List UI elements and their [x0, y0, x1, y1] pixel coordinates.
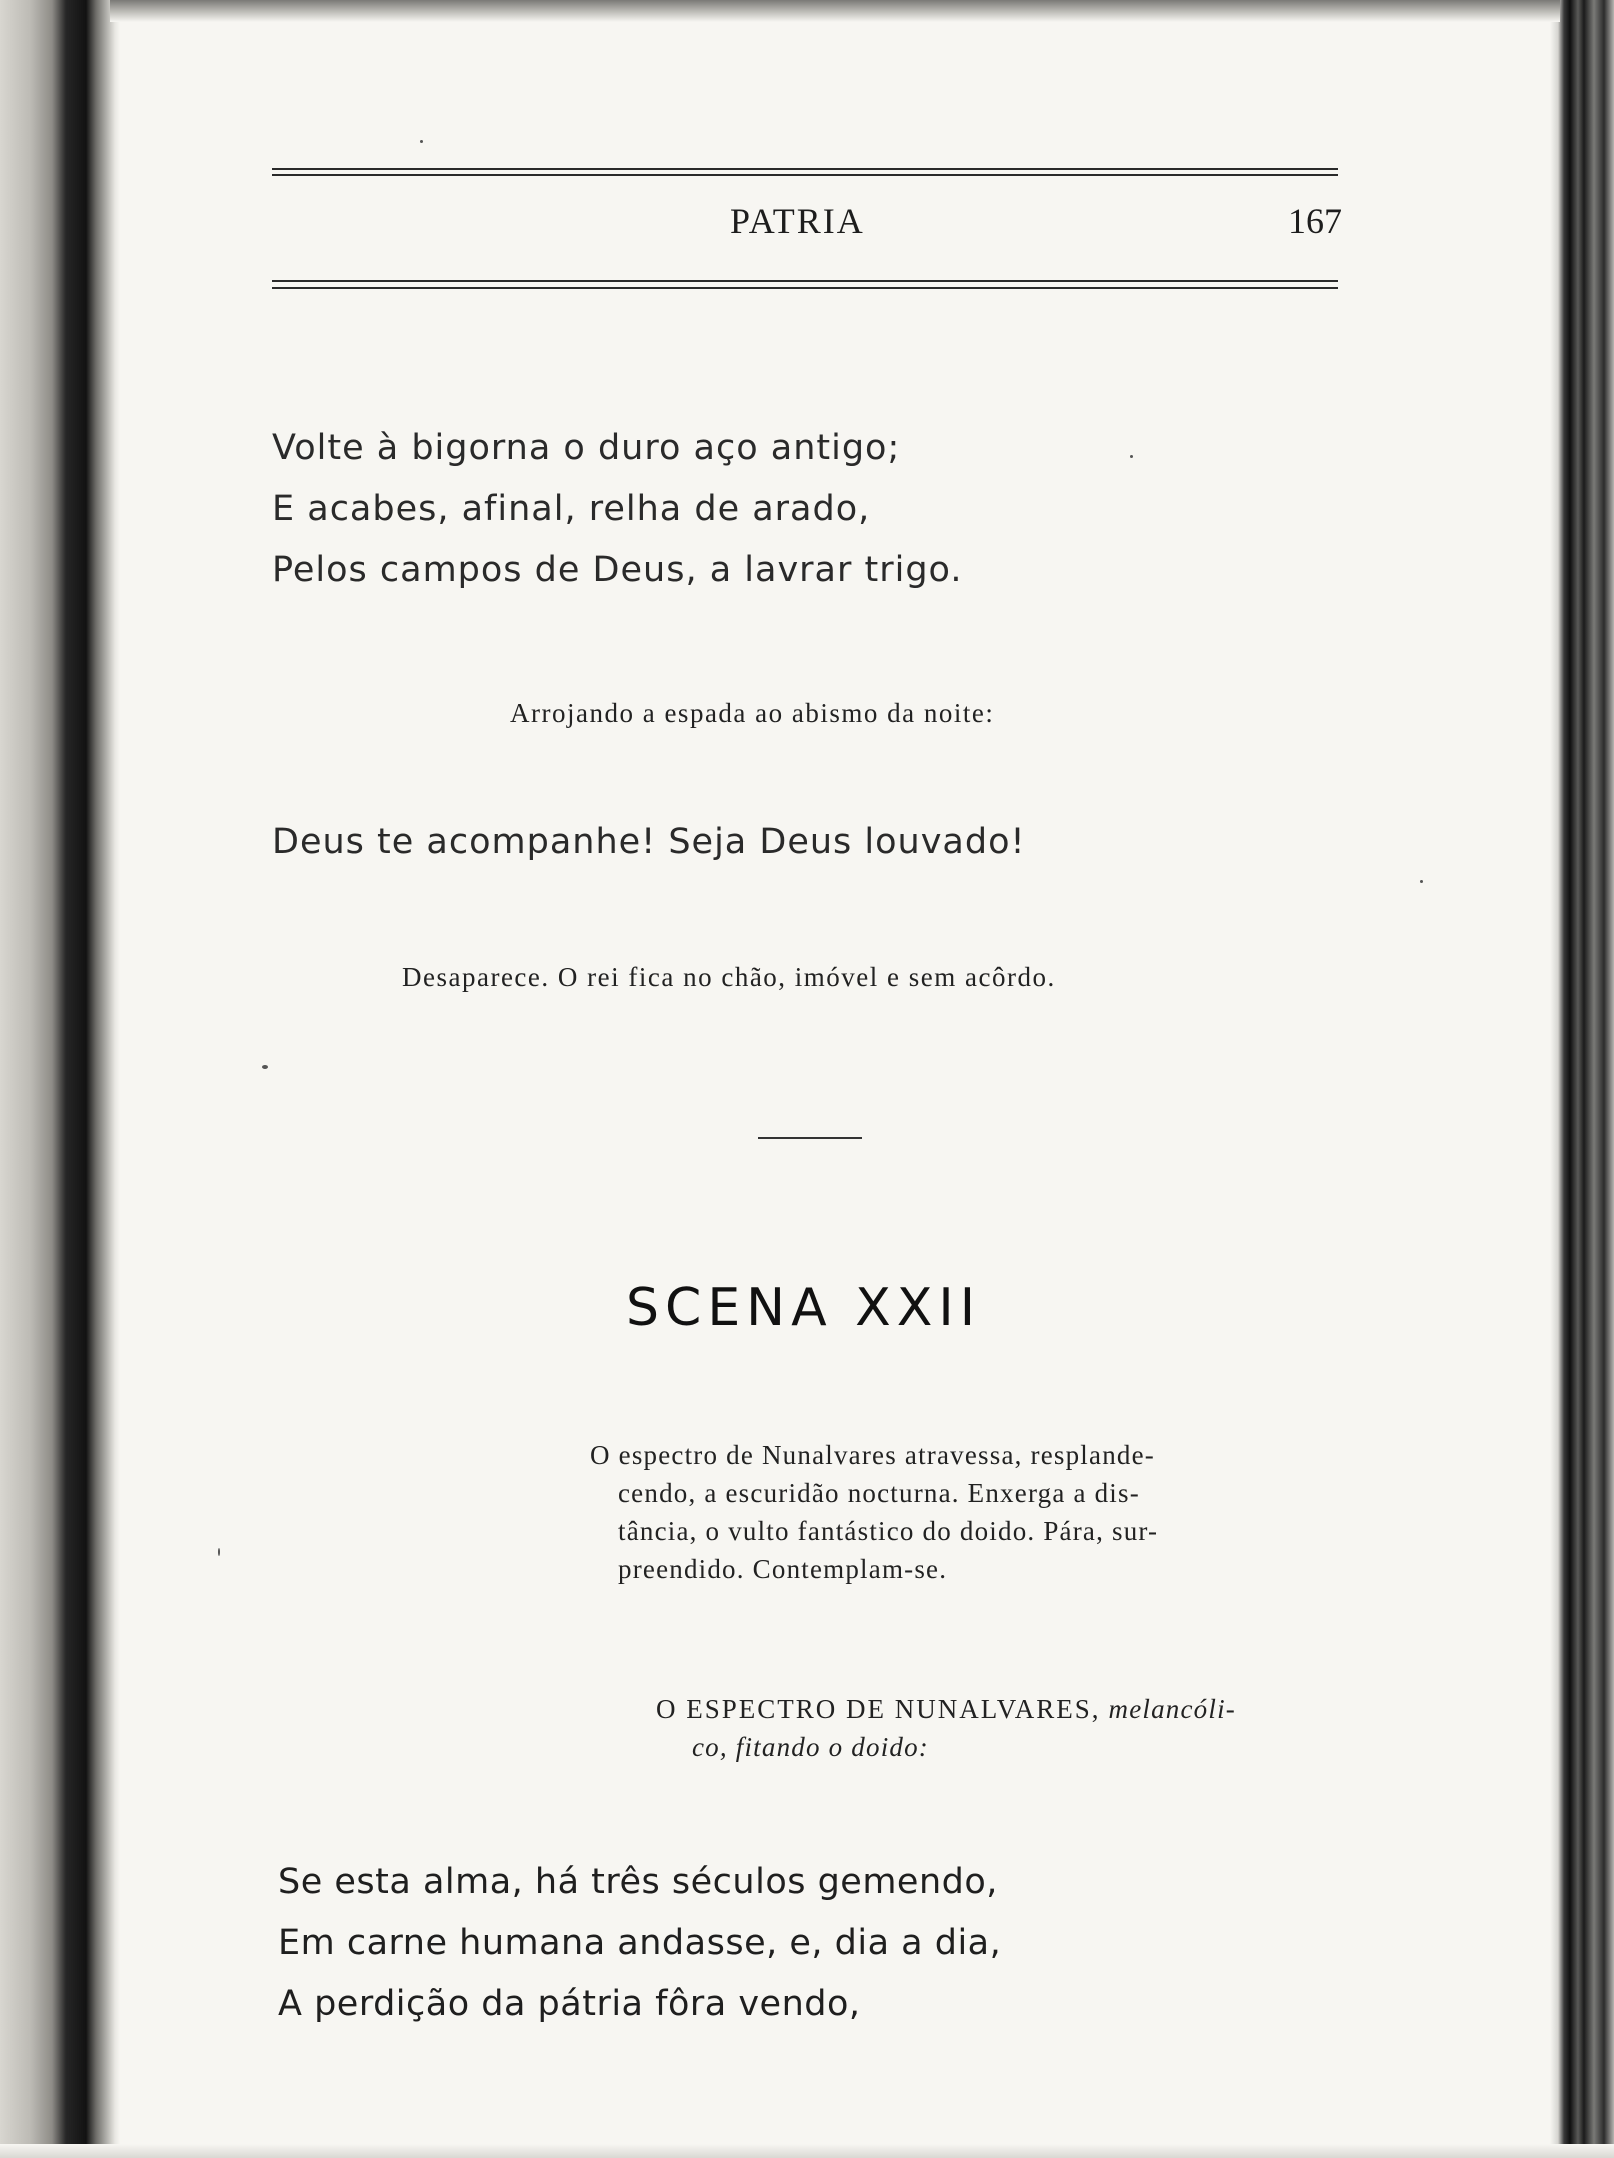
speaker-direction: melancóli- [1108, 1694, 1236, 1724]
verse-line: E acabes, afinal, relha de arado, [272, 489, 871, 529]
scan-speck [420, 140, 423, 143]
verse-line: Em carne humana andasse, e, dia a dia, [278, 1923, 1002, 1963]
stage-direction: Arrojando a espada ao abismo da noite: [510, 698, 995, 728]
verse-line: Volte à bigorna o duro aço antigo; [272, 428, 901, 468]
verse-line: A perdição da pátria fôra vendo, [278, 1984, 861, 2024]
binding-edge-left [0, 0, 120, 2158]
top-edge-shadow [110, 0, 1560, 22]
page-number: 167 [1288, 201, 1342, 241]
header-rule-bottom-thin [272, 287, 1338, 289]
section-divider [758, 1137, 862, 1139]
scene-title: SCENA XXII [626, 1278, 982, 1338]
description-line: preendido. Contemplam-se. [618, 1554, 948, 1584]
scan-speck [262, 1065, 268, 1069]
description-line: O espectro de Nunalvares atravessa, resplande- [590, 1440, 1155, 1470]
scan-speck [1130, 455, 1133, 458]
speaker-name: O ESPECTRO DE NUNALVARES, [656, 1694, 1101, 1724]
stage-direction: Desaparece. O rei fica no chão, imóvel e sem acôrdo. [402, 962, 1056, 992]
header-rule-top-thin [272, 174, 1338, 176]
header-rule-top [272, 168, 1338, 170]
speaker-heading [656, 1690, 1236, 1766]
verse-line: Deus te acompanhe! Seja Deus louvado! [272, 822, 1026, 862]
description-line: cendo, a escuridão nocturna. Enxerga a dis- [618, 1478, 1140, 1508]
scene-description [590, 1436, 1346, 1588]
header-rule-bottom [272, 280, 1338, 282]
verse-line: Se esta alma, há três séculos gemendo, [278, 1862, 998, 1902]
description-line: tância, o vulto fantástico do doido. Pára, sur- [618, 1516, 1159, 1546]
verse-line: Pelos campos de Deus, a lavrar trigo. [272, 550, 963, 590]
speaker-direction-cont: co, fitando o doido: [692, 1732, 929, 1762]
scan-speck [1420, 880, 1423, 883]
scan-speck [218, 1548, 220, 1556]
running-header-title: PATRIA [730, 201, 865, 241]
bottom-edge-shadow [0, 2144, 1614, 2158]
binding-edge-right [1550, 0, 1614, 2158]
